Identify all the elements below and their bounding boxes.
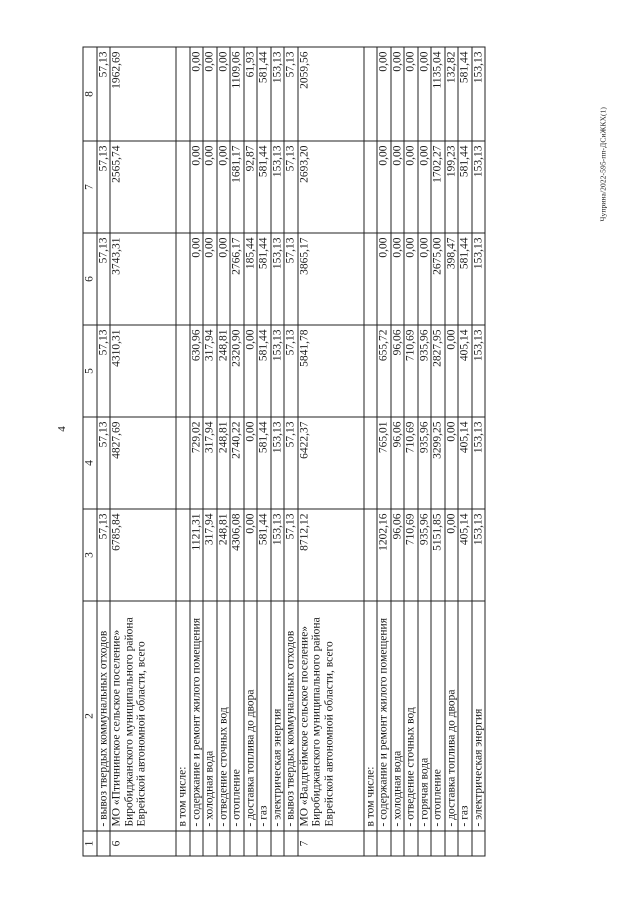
value-cell: 710,69 [404, 509, 418, 601]
value-cell [176, 325, 190, 417]
value-cell: 1202,16 [377, 509, 391, 601]
value-cell: 655,72 [377, 325, 391, 417]
value-cell: 248,81 [216, 417, 230, 509]
row-number-cell [243, 831, 257, 856]
table-row [216, 47, 230, 856]
value-cell: 57,13 [284, 233, 298, 325]
table-row [203, 47, 217, 856]
value-cell [363, 233, 377, 325]
header-cell: 2 [83, 601, 97, 831]
row-name-cell: - газ [257, 601, 271, 831]
value-cell: 3865,17 [297, 233, 363, 325]
value-cell: 0,00 [189, 47, 203, 141]
value-cell: 4306,08 [230, 509, 244, 601]
value-cell: 153,13 [471, 47, 485, 141]
table-row [96, 47, 110, 856]
value-cell: 57,13 [284, 47, 298, 141]
value-cell: 153,13 [270, 141, 284, 233]
value-cell [176, 417, 190, 509]
value-cell: 0,00 [243, 325, 257, 417]
value-cell: 765,01 [377, 417, 391, 509]
value-cell: 630,96 [189, 325, 203, 417]
value-cell: 92,87 [243, 141, 257, 233]
row-name-cell: - отопление [230, 601, 244, 831]
table-row [363, 47, 377, 856]
row-name-cell: - горячая вода [417, 601, 431, 831]
table-row [230, 47, 244, 856]
row-name-cell: в том числе: [363, 601, 377, 831]
row-number-cell: 7 [297, 831, 363, 856]
value-cell: 153,13 [471, 509, 485, 601]
row-name-cell: - отведение сточных вод [216, 601, 230, 831]
row-number-cell [404, 831, 418, 856]
value-cell: 0,00 [444, 417, 458, 509]
value-cell: 153,13 [270, 325, 284, 417]
row-name-cell: МО «Валдгеймское сельское поселение» Биробиджанского муниципального района Еврейской автономной области, всего [297, 601, 363, 831]
table-row [189, 47, 203, 856]
row-name-cell: - холодная вода [390, 601, 404, 831]
value-cell: 0,00 [417, 47, 431, 141]
value-cell: 935,96 [417, 325, 431, 417]
value-cell [176, 141, 190, 233]
value-cell: 0,00 [444, 509, 458, 601]
value-cell: 153,13 [471, 325, 485, 417]
rotated-table-container [82, 47, 552, 856]
table-row [257, 47, 271, 856]
value-cell: 0,00 [390, 233, 404, 325]
value-cell: 2675,00 [431, 233, 445, 325]
value-cell: 581,44 [257, 141, 271, 233]
value-cell: 57,13 [96, 417, 110, 509]
value-cell: 0,00 [404, 233, 418, 325]
value-cell: 0,00 [216, 233, 230, 325]
header-cell: 5 [83, 325, 97, 417]
value-cell [363, 141, 377, 233]
row-number-cell [257, 831, 271, 856]
value-cell: 0,00 [377, 47, 391, 141]
header-cell: 6 [83, 233, 97, 325]
value-cell: 6785,84 [110, 509, 176, 601]
row-number-cell [96, 831, 110, 856]
row-name-cell: - отведение сточных вод [404, 601, 418, 831]
value-cell: 0,00 [444, 325, 458, 417]
value-cell [176, 509, 190, 601]
value-cell: 581,44 [257, 509, 271, 601]
table-row [297, 47, 363, 856]
row-number-cell [431, 831, 445, 856]
value-cell: 729,02 [189, 417, 203, 509]
row-number-cell [176, 831, 190, 856]
header-cell: 8 [83, 47, 97, 141]
row-number-cell [216, 831, 230, 856]
value-cell: 248,81 [216, 509, 230, 601]
row-number-cell [270, 831, 284, 856]
value-cell: 0,00 [243, 509, 257, 601]
value-cell: 0,00 [417, 141, 431, 233]
row-number-cell [444, 831, 458, 856]
value-cell: 5151,85 [431, 509, 445, 601]
tariff-table [82, 46, 485, 856]
value-cell: 3743,31 [110, 233, 176, 325]
value-cell: 153,13 [270, 47, 284, 141]
value-cell: 1121,31 [189, 509, 203, 601]
table-frame [82, 47, 552, 856]
page-number: 4 [55, 426, 68, 432]
row-number-cell [189, 831, 203, 856]
value-cell: 317,94 [203, 325, 217, 417]
value-cell: 6422,37 [297, 417, 363, 509]
value-cell: 57,13 [96, 325, 110, 417]
row-number-cell [230, 831, 244, 856]
header-cell: 1 [83, 831, 97, 856]
value-cell: 57,13 [284, 141, 298, 233]
value-cell: 2565,74 [110, 141, 176, 233]
value-cell: 153,13 [270, 233, 284, 325]
value-cell [176, 233, 190, 325]
value-cell: 0,00 [189, 141, 203, 233]
value-cell: 61,93 [243, 47, 257, 141]
value-cell: 0,00 [189, 233, 203, 325]
table-row [284, 47, 298, 856]
row-name-cell: - вывоз твердых коммунальных отходов [284, 601, 298, 831]
table-row [110, 47, 176, 856]
value-cell: 1702,27 [431, 141, 445, 233]
value-cell [363, 509, 377, 601]
value-cell: 57,13 [96, 141, 110, 233]
value-cell: 317,94 [203, 417, 217, 509]
value-cell: 581,44 [257, 233, 271, 325]
value-cell: 0,00 [377, 233, 391, 325]
table-row [377, 47, 391, 856]
value-cell: 57,13 [284, 417, 298, 509]
row-name-cell: - доставка топлива до двора [243, 601, 257, 831]
row-name-cell: - отопление [431, 601, 445, 831]
table-row [176, 47, 190, 856]
value-cell: 1109,06 [230, 47, 244, 141]
table-row [404, 47, 418, 856]
value-cell: 0,00 [216, 141, 230, 233]
value-cell: 0,00 [243, 417, 257, 509]
value-cell: 0,00 [390, 141, 404, 233]
value-cell: 96,06 [390, 417, 404, 509]
row-number-cell [390, 831, 404, 856]
value-cell: 5841,78 [297, 325, 363, 417]
row-number-cell [417, 831, 431, 856]
value-cell: 581,44 [257, 325, 271, 417]
row-name-cell: - доставка топлива до двора [444, 601, 458, 831]
value-cell: 0,00 [390, 47, 404, 141]
row-name-cell: - газ [458, 601, 472, 831]
value-cell: 2693,20 [297, 141, 363, 233]
value-cell: 199,23 [444, 141, 458, 233]
value-cell: 581,44 [257, 47, 271, 141]
value-cell: 132,82 [444, 47, 458, 141]
table-row [431, 47, 445, 856]
value-cell: 1681,17 [230, 141, 244, 233]
table-row [243, 47, 257, 856]
table-row [444, 47, 458, 856]
value-cell: 2059,56 [297, 47, 363, 141]
value-cell: 405,14 [458, 509, 472, 601]
value-cell: 398,47 [444, 233, 458, 325]
header-cell: 4 [83, 417, 97, 509]
value-cell: 0,00 [203, 47, 217, 141]
row-number-cell [363, 831, 377, 856]
value-cell: 185,44 [243, 233, 257, 325]
table-row [270, 47, 284, 856]
table-body [83, 47, 485, 856]
value-cell: 935,96 [417, 509, 431, 601]
value-cell: 57,13 [284, 509, 298, 601]
value-cell: 935,96 [417, 417, 431, 509]
row-name-cell: - вывоз твердых коммунальных отходов [96, 601, 110, 831]
value-cell: 2827,95 [431, 325, 445, 417]
value-cell [176, 47, 190, 141]
value-cell: 2740,22 [230, 417, 244, 509]
value-cell: 0,00 [216, 47, 230, 141]
value-cell: 581,44 [458, 47, 472, 141]
value-cell: 581,44 [257, 417, 271, 509]
row-name-cell: - содержание и ремонт жилого помещения [377, 601, 391, 831]
header-row [83, 47, 97, 856]
value-cell: 710,69 [404, 417, 418, 509]
value-cell: 581,44 [458, 233, 472, 325]
row-name-cell: в том числе: [176, 601, 190, 831]
value-cell: 0,00 [404, 141, 418, 233]
value-cell: 0,00 [203, 141, 217, 233]
value-cell: 57,13 [96, 509, 110, 601]
value-cell: 57,13 [96, 233, 110, 325]
value-cell: 2320,90 [230, 325, 244, 417]
value-cell: 710,69 [404, 325, 418, 417]
table-row [458, 47, 472, 856]
value-cell [363, 325, 377, 417]
value-cell: 8712,12 [297, 509, 363, 601]
row-name-cell: - холодная вода [203, 601, 217, 831]
value-cell: 4827,69 [110, 417, 176, 509]
value-cell: 0,00 [203, 233, 217, 325]
row-number-cell: 6 [110, 831, 176, 856]
row-number-cell [471, 831, 485, 856]
value-cell: 153,13 [270, 509, 284, 601]
value-cell [363, 47, 377, 141]
value-cell: 153,13 [471, 417, 485, 509]
header-cell: 3 [83, 509, 97, 601]
value-cell: 96,06 [390, 509, 404, 601]
value-cell: 405,14 [458, 417, 472, 509]
value-cell: 4310,31 [110, 325, 176, 417]
row-number-cell [284, 831, 298, 856]
value-cell: 0,00 [404, 47, 418, 141]
value-cell: 0,00 [377, 141, 391, 233]
value-cell: 96,06 [390, 325, 404, 417]
table-row [417, 47, 431, 856]
row-name-cell: - содержание и ремонт жилого помещения [189, 601, 203, 831]
value-cell: 0,00 [417, 233, 431, 325]
row-number-cell [458, 831, 472, 856]
row-name-cell: - электрическая энергия [471, 601, 485, 831]
value-cell: 317,94 [203, 509, 217, 601]
value-cell: 57,13 [96, 47, 110, 141]
value-cell: 248,81 [216, 325, 230, 417]
row-number-cell [377, 831, 391, 856]
value-cell: 1135,04 [431, 47, 445, 141]
value-cell [363, 417, 377, 509]
value-cell: 581,44 [458, 141, 472, 233]
table-row [390, 47, 404, 856]
table-row [471, 47, 485, 856]
value-cell: 153,13 [471, 141, 485, 233]
document-code: Чуприна/2022-595-пп-ДСиЖКХ(1) [598, 106, 608, 222]
value-cell: 405,14 [458, 325, 472, 417]
row-name-cell: МО «Птичнинское сельское поселение» Биробиджанского муниципального района Еврейской автономной области, всего [110, 601, 176, 831]
row-number-cell [203, 831, 217, 856]
value-cell: 1962,69 [110, 47, 176, 141]
value-cell: 153,13 [471, 233, 485, 325]
header-cell: 7 [83, 141, 97, 233]
value-cell: 153,13 [270, 417, 284, 509]
value-cell: 3299,25 [431, 417, 445, 509]
value-cell: 57,13 [284, 325, 298, 417]
value-cell: 2766,17 [230, 233, 244, 325]
row-name-cell: - электрическая энергия [270, 601, 284, 831]
